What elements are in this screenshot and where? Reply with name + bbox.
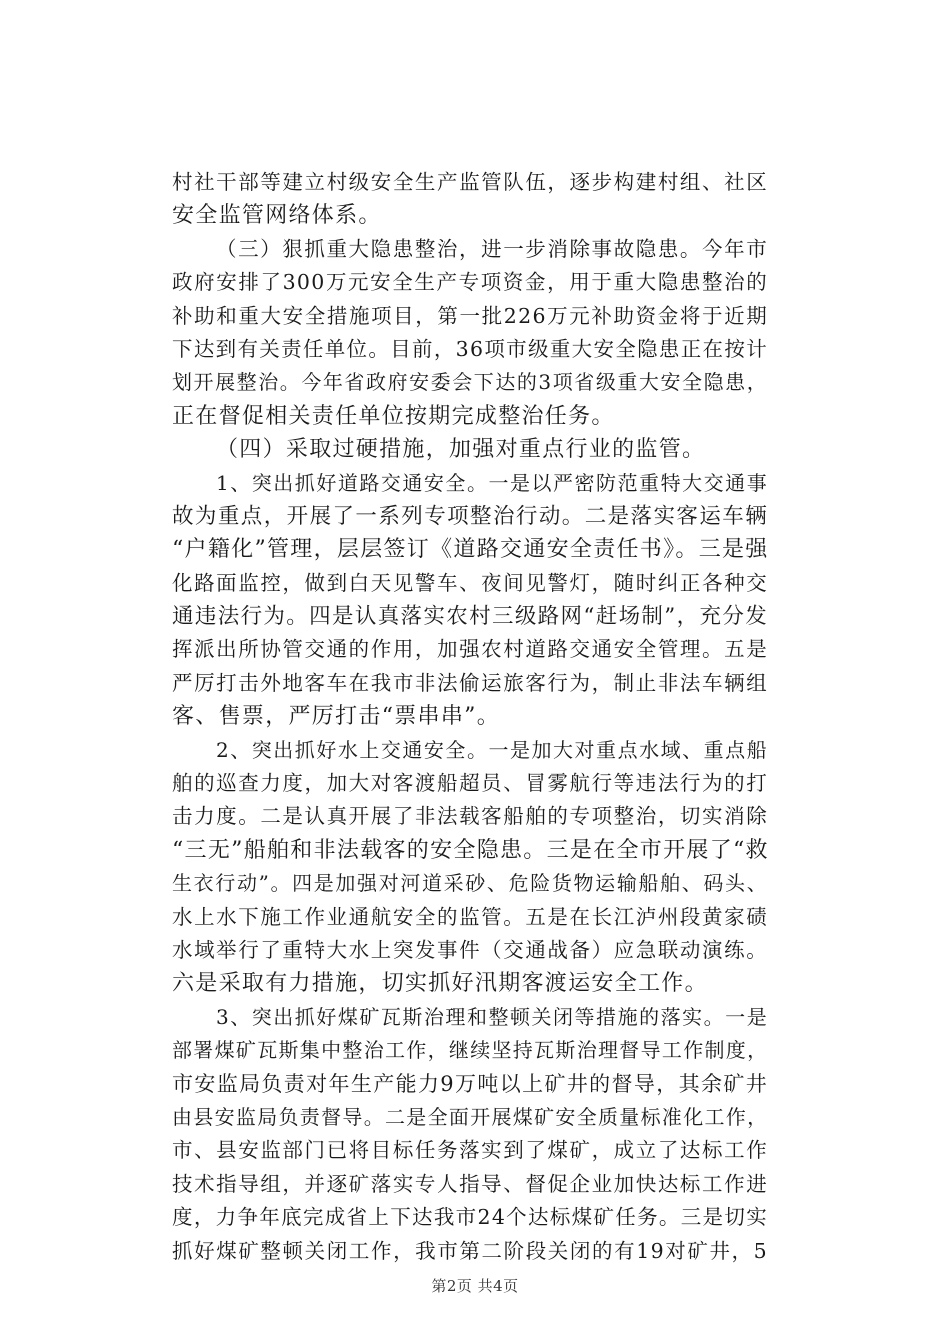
text-line: （三）狠抓重大隐患整治，进一步消除事故隐患。今年市	[216, 236, 768, 261]
text-line: 由县安监局负责督导。二是全面开展煤矿安全质量标准化工作，	[172, 1104, 769, 1129]
text-line: 划开展整治。今年省政府安委会下达的3项省级重大安全隐患，	[172, 370, 768, 395]
text-line: 击力度。二是认真开展了非法载客船舶的专项整治，切实消除	[172, 804, 768, 829]
text-line: 市安监局负责对年生产能力9万吨以上矿井的督导，其余矿井	[172, 1071, 768, 1096]
text-line: 抓好煤矿整顿关闭工作，我市第二阶段关闭的有19对矿井，5	[172, 1238, 768, 1263]
text-line: 正在督促相关责任单位按期完成整治任务。	[172, 403, 615, 429]
text-line: 1、突出抓好道路交通安全。一是以严密防范重特大交通事	[216, 470, 768, 495]
page-footer: 第2页 共4页	[431, 1277, 519, 1295]
document-body	[172, 166, 768, 1268]
text-line: 六是采取有力措施，切实抓好汛期客渡运安全工作。	[172, 971, 708, 997]
text-line: “户籍化”管理，层层签订《道路交通安全责任书》。三是强	[172, 537, 769, 563]
text-line: 3、突出抓好煤矿瓦斯治理和整顿关闭等措施的落实。一是	[216, 1004, 768, 1029]
text-line: 舶的巡查力度，加大对客渡船超员、冒雾航行等违法行为的打	[172, 771, 768, 796]
text-line: “三无”船舶和非法载客的安全隐患。三是在全市开展了“救	[172, 837, 769, 863]
text-line: 村社干部等建立村级安全生产监管队伍，逐步构建村组、社区	[172, 170, 768, 194]
text-line: 挥派出所协管交通的作用，加强农村道路交通安全管理。五是	[172, 637, 768, 662]
text-line: 水域举行了重特大水上突发事件（交通战备）应急联动演练。	[172, 937, 768, 962]
text-line: 市、县安监部门已将目标任务落实到了煤矿，成立了达标工作	[172, 1138, 768, 1163]
text-line: 生衣行动”。四是加强对河道采砂、危险货物运输船舶、码头、	[172, 871, 768, 896]
text-line: 安全监管网络体系。	[172, 203, 382, 229]
text-line: 通违法行为。四是认真落实农村三级路网“赶场制”，充分发	[172, 604, 768, 630]
text-line: （四）采取过硬措施，加强对重点行业的监管。	[216, 437, 706, 463]
text-line: 政府安排了300万元安全生产专项资金，用于重大隐患整治的	[172, 270, 768, 295]
text-line: 部署煤矿瓦斯集中整治工作，继续坚持瓦斯治理督导工作制度，	[172, 1038, 769, 1063]
text-line: 化路面监控，做到白天见警车、夜间见警灯，随时纠正各种交	[172, 570, 768, 595]
text-line: 补助和重大安全措施项目，第一批226万元补助资金将于近期	[172, 303, 768, 328]
text-line: 下达到有关责任单位。目前，36项市级重大安全隐患正在按计	[172, 336, 768, 361]
text-line: 严厉打击外地客车在我市非法偷运旅客行为，制止非法车辆组	[172, 670, 768, 695]
text-line: 技术指导组，并逐矿落实专人指导、督促企业加快达标工作进	[172, 1171, 768, 1196]
text-line: 故为重点，开展了一系列专项整治行动。二是落实客运车辆	[172, 503, 768, 529]
text-line: 水上水下施工作业通航安全的监管。五是在长江泸州段黄家碛	[172, 904, 768, 929]
text-line: 2、突出抓好水上交通安全。一是加大对重点水域、重点船	[216, 737, 768, 762]
text-line: 度，力争年底完成省上下达我市24个达标煤矿任务。三是切实	[172, 1205, 768, 1230]
text-line: 客、售票，严厉打击“票串串”。	[172, 704, 500, 730]
